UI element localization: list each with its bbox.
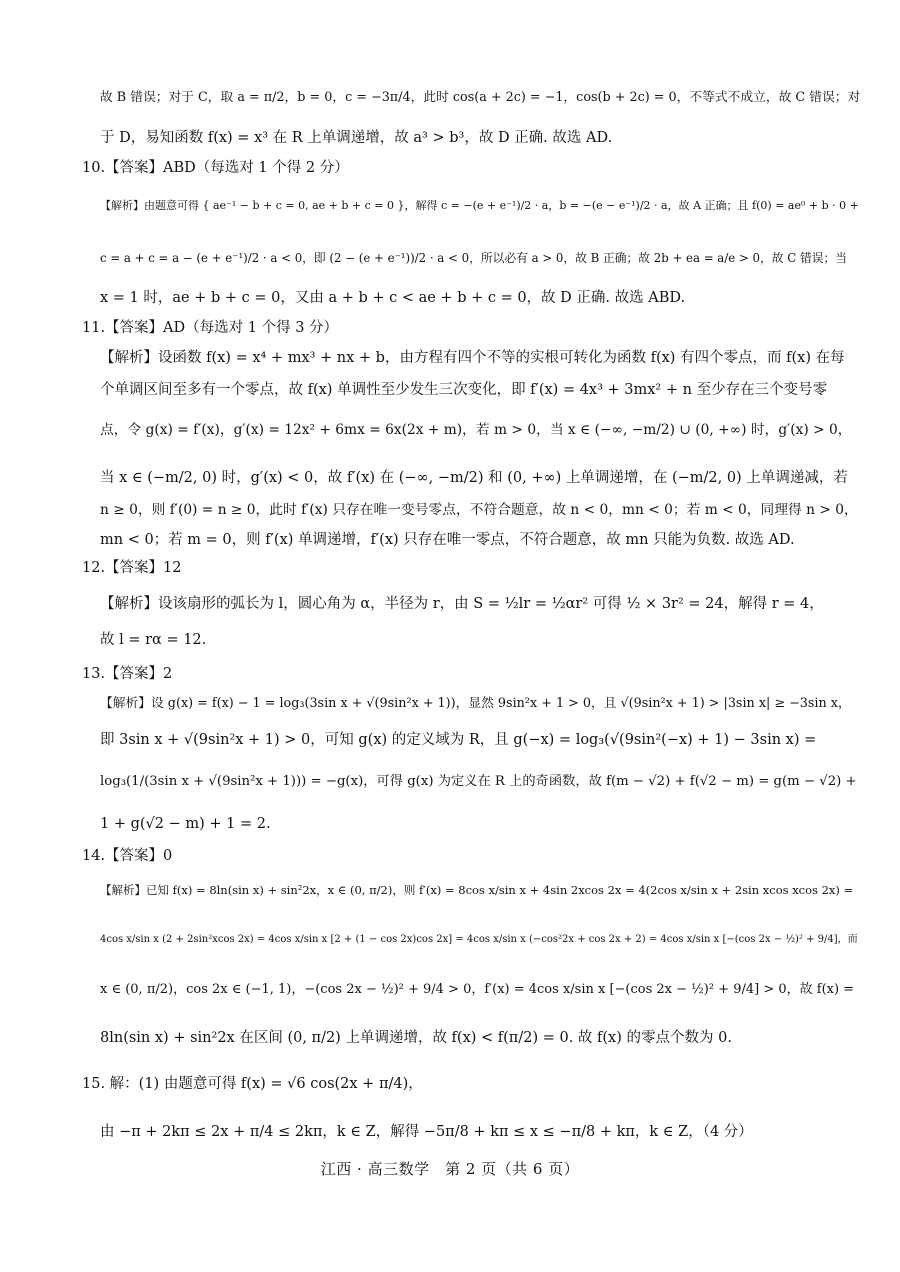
text-line: 8ln(sin x) + sin²2x 在区间 (0, π/2) 上单调递增，故 f(x) < f(π/2) = 0. 故 f(x) 的零点个数为 0. — [100, 1030, 732, 1046]
text-line: 【解析】设 g(x) = f(x) − 1 = log₃(3sin x + √(9sin²x + 1))，显然 9sin²x + 1 > 0，且 √(9sin²x + 1) > |3sin x| ≥ −3sin x， — [100, 696, 851, 711]
text-line: 即 3sin x + √(9sin²x + 1) > 0，可知 g(x) 的定义域为 R，且 g(−x) = log₃(√(9sin²(−x) + 1) − 3sin x) = — [100, 732, 817, 748]
text-line: n ≥ 0，则 f′(0) = n ≥ 0，此时 f′(x) 只存在唯一变号零点，不符合题意，故 n < 0，mn < 0；若 m < 0，同理得 n > 0， — [100, 502, 858, 518]
text-line: mn < 0；若 m = 0，则 f′(x) 单调递增，f′(x) 只存在唯一零点，不符合题意，故 mn 只能为负数. 故选 AD. — [100, 532, 795, 548]
text-line: x ∈ (0, π/2)，cos 2x ∈ (−1, 1)，−(cos 2x − ½)² + 9/4 > 0，f′(x) = 4cos x/sin x [−(cos 2x − ½)² + 9/4] > 0，故 f(x) = — [100, 982, 855, 997]
text-line: 个单调区间至多有一个零点，故 f(x) 单调性至少发生三次变化，即 f′(x) = 4x³ + 3mx² + n 至少存在三个变号零 — [100, 382, 828, 398]
text-line: 故 B 错误；对于 C，取 a = π/2，b = 0，c = −3π/4，此时 cos(a + 2c) = −1，cos(b + 2c) = 0，不等式不成立，故 C 错误；对 — [100, 90, 861, 105]
answer-heading: 12.【答案】12 — [82, 560, 182, 576]
text-line: c = a + c = a − (e + e⁻¹)/2 · a < 0，即 (2 − (e + e⁻¹))/2 · a < 0，所以必有 a > 0，故 B 正确；故 2b + ea = a/e > 0，故 C 错误；当 — [100, 251, 847, 265]
text-line: 【解析】已知 f(x) = 8ln(sin x) + sin²2x，x ∈ (0, π/2)，则 f′(x) = 8cos x/sin x + 4sin 2xcos 2x = 4(2cos x/sin x + 2sin xcos xcos 2x) = — [100, 883, 854, 897]
text-line: 点，令 g(x) = f′(x)，g′(x) = 12x² + 6mx = 6x(2x + m)，若 m > 0，当 x ∈ (−∞, −m/2) ∪ (0, +∞) 时，g′(x) > 0， — [100, 422, 852, 438]
text-line: 4cos x/sin x (2 + 2sin²xcos 2x) = 4cos x/sin x [2 + (1 − cos 2x)cos 2x] = 4cos x/sin x (−cos²2x + cos 2x + 2) = 4cos x/sin x [−(cos 2x − ½)² + 9/4]，而 — [100, 934, 858, 945]
text-line: 【解析】设函数 f(x) = x⁴ + mx³ + nx + b，由方程有四个不等的实根可转化为函数 f(x) 有四个零点，而 f(x) 在每 — [100, 350, 845, 366]
text-line: 由 −π + 2kπ ≤ 2x + π/4 ≤ 2kπ，k ∈ Z，解得 −5π/8 + kπ ≤ x ≤ −π/8 + kπ，k ∈ Z，（4 分） — [100, 1124, 753, 1140]
answer-heading: 14.【答案】0 — [82, 848, 173, 864]
answer-heading: 10.【答案】ABD（每选对 1 个得 2 分） — [82, 160, 349, 176]
page-footer: 江西 · 高三数学 第 2 页（共 6 页） — [320, 1160, 580, 1178]
text-line: 1 + g(√2 − m) + 1 = 2. — [100, 816, 271, 832]
text-line: 当 x ∈ (−m/2, 0) 时，g′(x) < 0，故 f′(x) 在 (−∞, −m/2) 和 (0, +∞) 上单调递增，在 (−m/2, 0) 上单调递减，若 — [100, 470, 848, 486]
text-line: log₃(1/(3sin x + √(9sin²x + 1))) = −g(x)，可得 g(x) 为定义在 R 上的奇函数，故 f(m − √2) + f(√2 − m) = g(m − √2) + — [100, 774, 857, 789]
text-line: 【解析】由题意可得 { ae⁻¹ − b + c = 0, ae + b + c = 0 }，解得 c = −(e + e⁻¹)/2 · a，b = −(e − e⁻¹)/2 · a，故 A 正确；且 f(0) = ae⁰ + b · 0 + — [100, 199, 859, 212]
answer-heading: 15. 解：(1) 由题意可得 f(x) = √6 cos(2x + π/4)， — [82, 1076, 423, 1092]
text-line: 【解析】设该扇形的弧长为 l，圆心角为 α，半径为 r，由 S = ½lr = ½αr² 可得 ½ × 3r² = 24，解得 r = 4， — [100, 596, 824, 612]
answer-heading: 13.【答案】2 — [82, 666, 173, 682]
text-line: x = 1 时，ae + b + c = 0，又由 a + b + c < ae + b + c = 0，故 D 正确. 故选 ABD. — [100, 290, 686, 306]
text-line: 故 l = rα = 12. — [100, 632, 207, 648]
text-line: 于 D，易知函数 f(x) = x³ 在 R 上单调递增，故 a³ > b³，故 D 正确. 故选 AD. — [100, 130, 613, 146]
answer-heading: 11.【答案】AD（每选对 1 个得 3 分） — [82, 320, 339, 336]
